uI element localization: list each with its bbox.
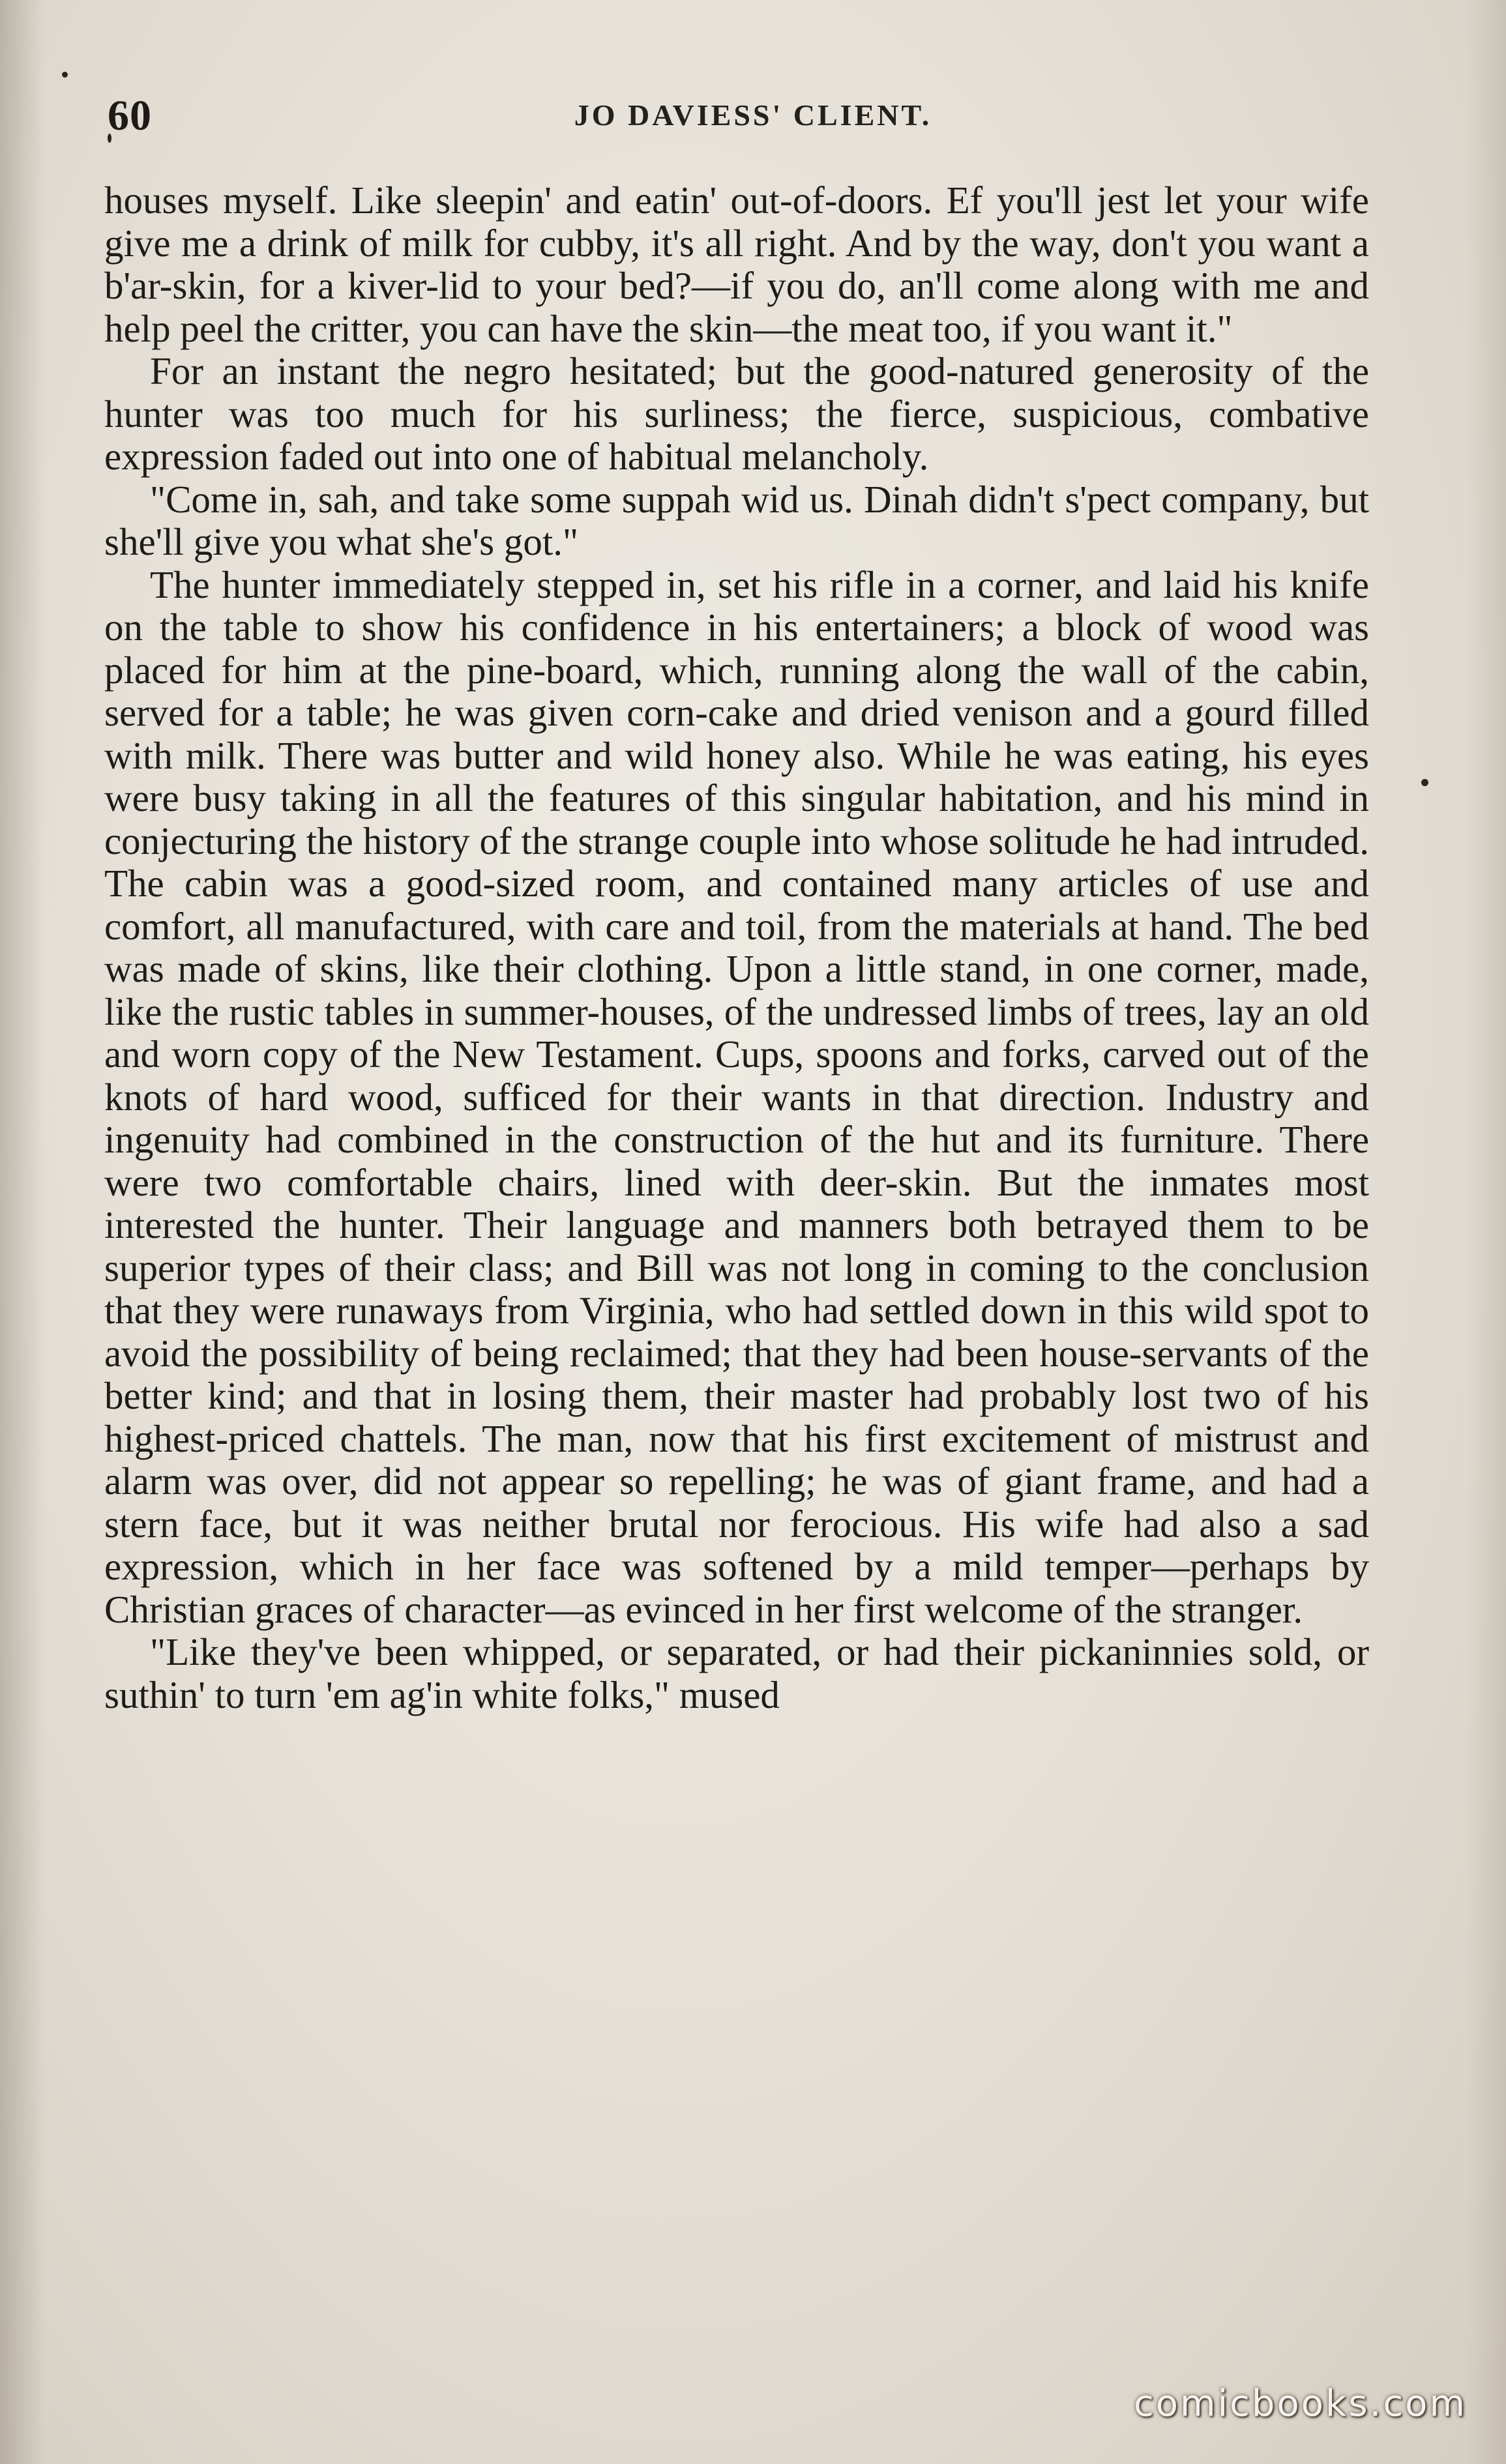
gutter-shadow [0,0,46,2464]
ink-speck [1421,779,1428,786]
paragraph: "Come in, sah, and take some suppah wid us. Dinah didn't s'pect company, but she'll give you what she's got." [104,477,1369,563]
paragraph: "Like they've been whipped, or separated, or had their pickaninnies sold, or suthin' to turn 'em ag'in white folks," mused [104,1630,1369,1716]
paragraph: houses myself. Like sleepin' and eatin' out-of-doors. Ef you'll jest let your wife give me a drink of milk for cubby, it's all right. And by the way, don't you want a b'ar-skin, for a kiver-lid to your bed?—if you do, an'll come along with me and help peel the critter, you can have the skin—the meat too, if you want it." [104,179,1369,350]
site-watermark: comicbooks.com [1133,2383,1467,2425]
ink-speck [62,72,68,78]
running-title: JO DAVIESS' CLIENT. [574,98,932,132]
paragraph: The hunter immediately stepped in, set his rifle in a corner, and laid his knife on the table to show his confidence in his entertainers; a block of wood was placed for him at the pine-board, which, running along the wall of the cabin, served for a table; he was given corn-cake and dried venison and a gourd filled with milk. There was butter and wild honey also. While he was eating, his eyes were busy taking in all the features of this singular habitation, and his mind in conjecturing the history of the strange couple into whose solitude he had intruded. The cabin was a good-sized room, and contained many articles of use and comfort, all manufactured, with care and toil, from the materials at hand. The bed was made of skins, like their clothing. Upon a little stand, in one corner, made, like the rustic tables in summer-houses, of the undressed limbs of trees, lay an old and worn copy of the New Testament. Cups, spoons and forks, carved out of the knots of hard wood, sufficed for their wants in that direction. Industry and ingenuity had combined in the construction of the hut and its furniture. There were two comfortable chairs, lined with deer-skin. But the inmates most interested the hunter. Their language and manners both betrayed them to be superior types of their class; and Bill was not long in coming to the conclusion that they were runaways from Virginia, who had settled down in this wild spot to avoid the possibility of being reclaimed; that they had been house-servants of the better kind; and that in losing them, their master had probably lost two of his highest-priced chattels. The man, now that his first excitement of mistrust and alarm was over, did not appear so repelling; he was of giant frame, and had a stern face, but it was neither brutal nor ferocious. His wife had also a sad expression, which in her face was softened by a mild temper—perhaps by Christian graces of character—as evinced in her first welcome of the stranger. [104,563,1369,1631]
body-text [104,179,1369,1716]
page-number: 60 [108,92,152,139]
paragraph: For an instant the negro hesitated; but the good-natured generosity of the hunter was too much for his surliness; the fierce, suspicious, combative expression faded out into one of habitual melancholy. [104,349,1369,478]
page-edge [1467,0,1506,2464]
